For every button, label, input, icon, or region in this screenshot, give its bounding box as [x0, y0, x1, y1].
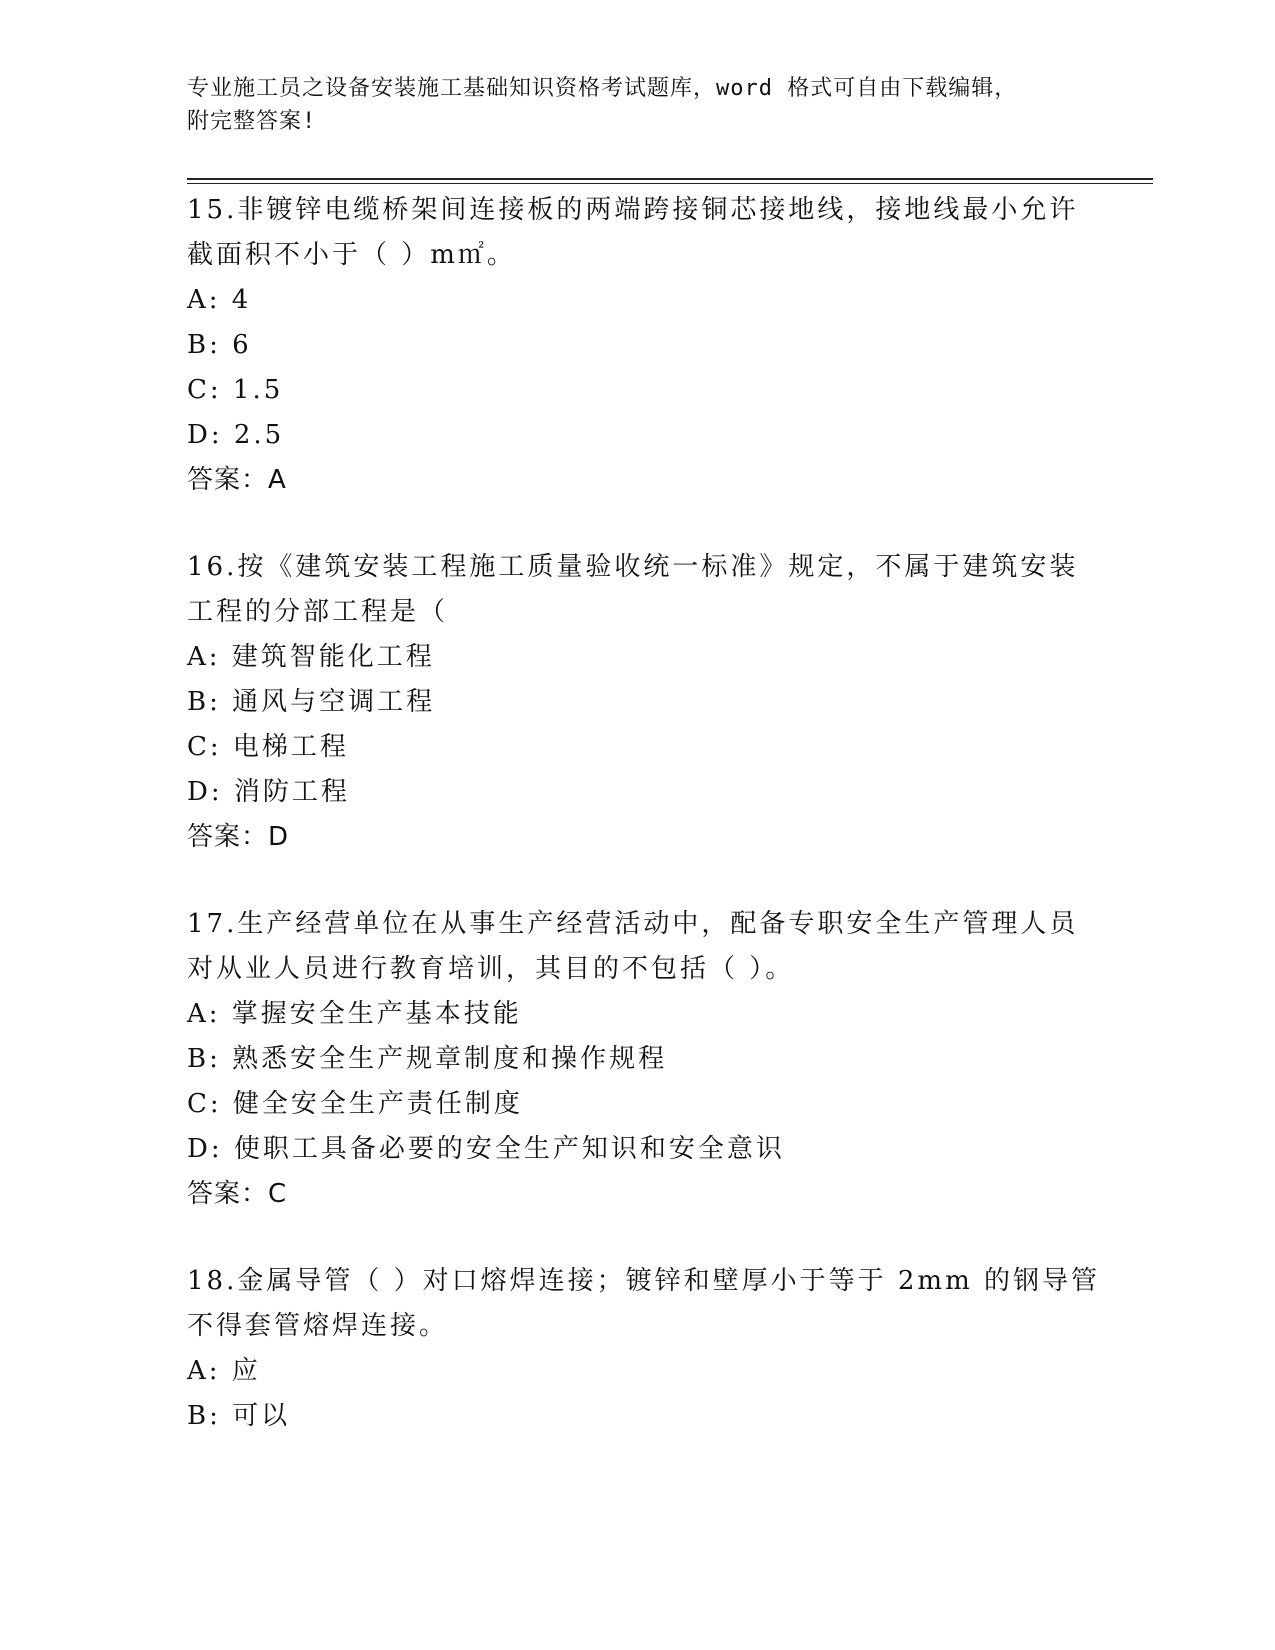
question-stem-line: 对从业人员进行教育培训，其目的不包括（ ）。 — [187, 954, 795, 984]
option-b: B: 可以 — [187, 1401, 291, 1431]
question-stem-line: 15.非镀锌电缆桥架间连接板的两端跨接铜芯接地线，接地线最小允许 — [187, 195, 1079, 225]
option-d: D: 消防工程 — [187, 777, 350, 807]
question-stem-line: 16.按《建筑安装工程施工质量验收统一标准》规定，不属于建筑安装 — [187, 552, 1079, 582]
option-a: A: 应 — [187, 1356, 261, 1386]
option-c: C: 健全安全生产责任制度 — [187, 1089, 523, 1119]
option-d: D: 使职工具备必要的安全生产知识和安全意识 — [187, 1134, 785, 1164]
question-stem-line: 18.金属导管（ ）对口熔焊连接；镀锌和壁厚小于等于 2mm 的钢导管 — [187, 1266, 1100, 1296]
question-17 — [187, 902, 1087, 1217]
option-a: A: 4 — [187, 285, 252, 315]
header-divider-thin — [187, 183, 1153, 184]
question-stem-line: 不得套管熔焊连接。 — [187, 1311, 449, 1341]
question-stem-line: 截面积不小于（ ）m㎡。 — [187, 240, 516, 270]
question-stem-line: 17.生产经营单位在从事生产经营活动中，配备专职安全生产管理人员 — [187, 909, 1079, 939]
header-divider-thick — [187, 178, 1153, 180]
question-15 — [187, 188, 1087, 503]
question-16 — [187, 545, 1087, 860]
option-b: B: 熟悉安全生产规章制度和操作规程 — [187, 1044, 668, 1074]
option-b: B: 6 — [187, 330, 252, 360]
option-d: D: 2.5 — [187, 420, 285, 450]
option-c: C: 1.5 — [187, 375, 284, 405]
question-list — [187, 188, 1100, 1481]
header-line-1: 专业施工员之设备安装施工基础知识资格考试题库，word 格式可自由下载编辑， — [187, 76, 1018, 101]
answer-text: 答案：C — [187, 1179, 288, 1209]
header-line-2: 附完整答案! — [187, 109, 317, 134]
option-a: A: 掌握安全生产基本技能 — [187, 999, 522, 1029]
option-b: B: 通风与空调工程 — [187, 687, 436, 717]
document-header — [187, 72, 1067, 138]
question-stem-line: 工程的分部工程是（ — [187, 597, 449, 627]
answer-text: 答案：A — [187, 465, 287, 495]
question-18 — [187, 1259, 1100, 1439]
option-c: C: 电梯工程 — [187, 732, 349, 762]
option-a: A: 建筑智能化工程 — [187, 642, 435, 672]
answer-text: 答案：D — [187, 822, 290, 852]
